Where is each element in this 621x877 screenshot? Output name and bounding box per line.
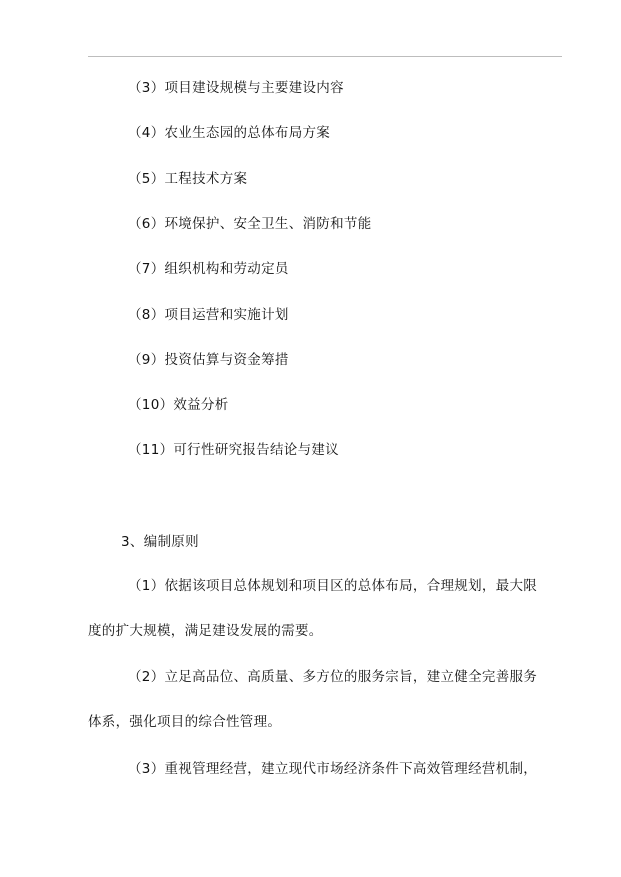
list-item-7: （7）组织机构和劳动定员 bbox=[128, 261, 289, 277]
header-rule bbox=[88, 56, 562, 57]
list-item-10: （10）效益分析 bbox=[128, 397, 229, 413]
principle-2-line-2: 体系，强化项目的综合性管理。 bbox=[88, 714, 282, 730]
principle-3-line-1: （3）重视管理经营，建立现代市场经济条件下高效管理经营机制， bbox=[128, 761, 538, 777]
list-item-8: （8）项目运营和实施计划 bbox=[128, 307, 289, 323]
principle-1-line-1: （1）依据该项目总体规划和项目区的总体布局，合理规划，最大限 bbox=[128, 578, 538, 594]
list-item-6: （6）环境保护、安全卫生、消防和节能 bbox=[128, 216, 372, 232]
principle-1-line-2: 度的扩大规模，满足建设发展的需要。 bbox=[88, 623, 323, 639]
list-item-5: （5）工程技术方案 bbox=[128, 171, 248, 187]
list-item-9: （9）投资估算与资金筹措 bbox=[128, 352, 289, 368]
principle-2-line-1: （2）立足高品位、高质量、多方位的服务宗旨，建立健全完善服务 bbox=[128, 669, 538, 685]
section-heading: 3、编制原则 bbox=[121, 534, 199, 550]
list-item-3: （3）项目建设规模与主要建设内容 bbox=[128, 80, 344, 96]
list-item-11: （11）可行性研究报告结论与建议 bbox=[128, 442, 339, 458]
list-item-4: （4）农业生态园的总体布局方案 bbox=[128, 125, 331, 141]
